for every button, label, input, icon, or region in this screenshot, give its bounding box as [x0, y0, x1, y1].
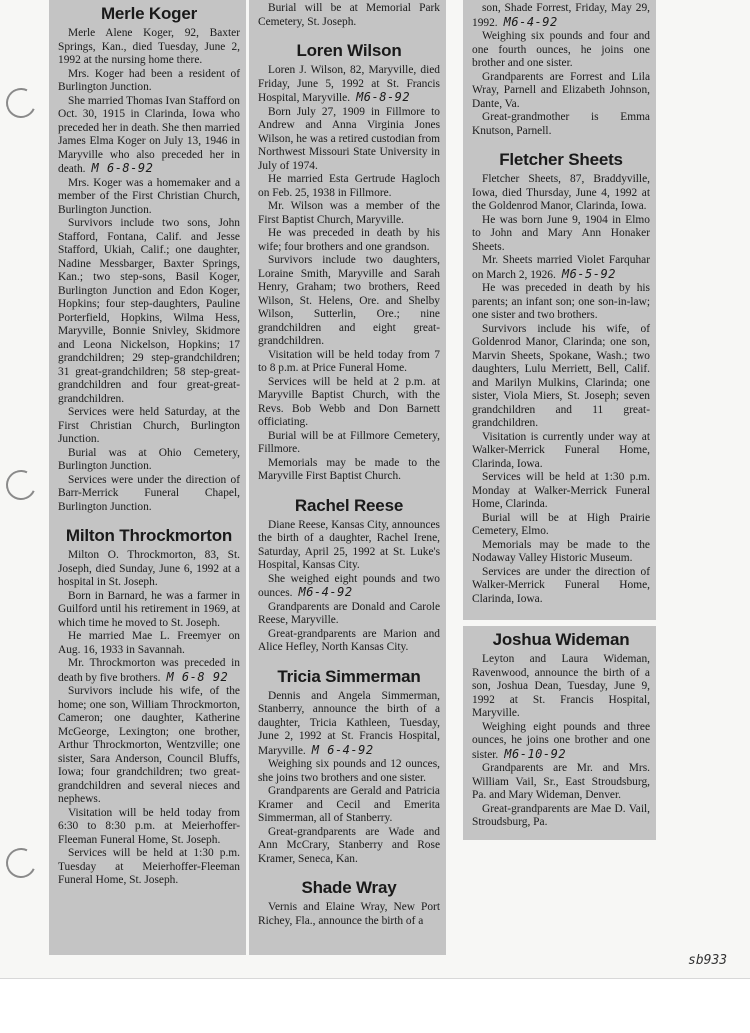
notice-paragraph-text: Merle Alene Koger, 92, Baxter Springs, Kan., died Tuesday, June 2, 1992 at the nursing home there. — [58, 27, 240, 66]
clipping-divider — [258, 655, 440, 665]
notice-paragraph — [472, 721, 650, 763]
notice-paragraph — [258, 690, 440, 759]
notice-heading: Tricia Simmerman — [277, 666, 421, 686]
notice-paragraph-text: Services will be held at 1:30 p.m. Tuesday at Meierhoffer-Fleeman Funeral Home, St. Joseph. — [58, 847, 240, 886]
notice-paragraph — [58, 447, 240, 474]
notice-paragraph — [472, 471, 650, 512]
notice-paragraph — [58, 847, 240, 888]
notice-paragraph — [58, 95, 240, 177]
notice-paragraph — [472, 762, 650, 803]
notice-paragraph-text: Memorials may be made to the Nodaway Valley Historic Museum. — [472, 538, 650, 564]
clipping-column-3 — [463, 0, 656, 620]
notice-paragraph — [258, 519, 440, 573]
notice-paragraph — [58, 549, 240, 590]
notice-paragraph — [472, 30, 650, 71]
notice-paragraph — [258, 200, 440, 227]
notice-paragraph-text: Milton O. Throckmorton, 83, St. Joseph, died Sunday, June 6, 1992 at a hospital in St. Joseph. — [58, 549, 240, 588]
notice-paragraph-text: Survivors include two daughters, Loraine Smith, Maryville and Sarah Henry, Graham; two brothers, Reed Wilson, St. Helens, Ore. and Shelby Wilson, Sutterlin, Ore.; nine grandchildren and eight great-grandchildren. — [258, 254, 440, 347]
notice-paragraph-text: Mr. Wilson was a member of the First Baptist Church, Maryville. — [258, 200, 440, 226]
notice-heading: Merle Koger — [100, 4, 198, 23]
punch-hole-icon — [2, 84, 40, 122]
notice-paragraph-text: He was preceded in death by his parents; an infant son; one son-in-law; one sister and two brothers. — [472, 282, 650, 321]
notice-paragraph-text: Great-grandparents are Wade and Ann McCrary, Stanberry and Rose Kramer, Seneca, Kan. — [258, 825, 440, 865]
notice-paragraph-text: Great-grandparents are Marion and Alice Hefley, North Kansas City. — [258, 627, 440, 653]
handwritten-date-note: M 6-8 92 — [166, 669, 229, 684]
notice-paragraph-text: Burial will be at Memorial Park Cemetery, St. Joseph. — [258, 2, 440, 28]
notice-heading: Fletcher Sheets — [499, 150, 623, 169]
notice-paragraph — [258, 785, 440, 826]
notice-paragraph-text: Services will be held at 2 p.m. at Maryville Baptist Church, with the Revs. Bob Webb and Don Barnett officiating. — [258, 375, 440, 428]
notice-paragraph — [258, 601, 440, 628]
notice-paragraph — [472, 2, 650, 30]
notice-paragraph — [58, 27, 240, 68]
notice-paragraph-text: Fletcher Sheets, 87, Braddyville, Iowa, died Thursday, June 4, 1992 at the Goldenrod Manor, Clarinda, Iowa. — [472, 173, 650, 212]
notice-paragraph — [58, 807, 240, 848]
notice-paragraph-text: Visitation will be held today from 6:30 to 8:30 p.m. at Meierhoffer-Fleeman Funeral Home, St. Joseph. — [58, 806, 240, 846]
notice-paragraph-text: She married Thomas Ivan Stafford on Oct. 30, 1915 in Clarinda, Iowa who preceded her in death. She then married James Elma Koger on July 13, 1946 in Maryville who also preceded her in death. — [58, 94, 240, 175]
clipping-divider — [472, 138, 650, 148]
notice-paragraph — [472, 214, 650, 255]
clipping-divider — [58, 514, 240, 524]
notice-paragraph — [258, 457, 440, 484]
notice-paragraph-text: Services were under the direction of Barr-Merrick Funeral Chapel, Burlington Junction. — [58, 473, 240, 513]
clipping-divider — [258, 866, 440, 876]
notice-paragraph — [472, 323, 650, 431]
notice-paragraph-text: Grandparents are Forrest and Lila Wray, Parnell and Elizabeth Johnson, Dante, Va. — [472, 70, 650, 110]
notice-paragraph — [258, 430, 440, 457]
handwritten-date-note: M6-10-92 — [504, 746, 567, 761]
clipping-divider — [258, 484, 440, 494]
notice-paragraph-text: Mr. Sheets married Violet Farquhar on March 2, 1926. — [472, 254, 650, 281]
notice-paragraph — [472, 173, 650, 214]
notice-paragraph-text: Burial was at Ohio Cemetery, Burlington Junction. — [58, 446, 240, 472]
notice-heading: Loren Wilson — [296, 41, 402, 60]
clipping-column-1 — [49, 0, 246, 955]
notice-paragraph — [472, 111, 650, 138]
notice-paragraph — [258, 376, 440, 430]
clipping-column-4 — [463, 626, 656, 840]
notice-paragraph-text: Dennis and Angela Simmerman, Stanberry, announce the birth of a daughter, Tricia Kathleen, Tuesday, June 2, 1992 at St. Francis Hospital, Maryville. — [258, 689, 440, 757]
notice-paragraph — [58, 590, 240, 631]
notice-paragraph — [472, 539, 650, 566]
notice-paragraph-text: Services will be held at 1:30 p.m. Monday at Walker-Merrick Funeral Home, Clarinda. — [472, 471, 650, 510]
handwritten-date-note: M 6-8-92 — [91, 161, 154, 175]
notice-paragraph — [472, 803, 650, 830]
notice-paragraph-text: Born in Barnard, he was a farmer in Guilford until his retirement in 1969, at which time he moved to St. Joseph. — [58, 589, 240, 629]
notice-paragraph — [472, 254, 650, 282]
handwritten-date-note: M6-8-92 — [356, 90, 411, 104]
notice-paragraph — [58, 68, 240, 95]
notice-paragraph-text: Survivors include his wife, of the home; one son, William Throckmorton, Cameron; one daughter, Katherine McGeorge, Lexington; one brother, Arthur Throckmorton, Wentzville; one sister, Sara Anderson, Council Bluffs, Iowa; four grandchildren; two great-grandchildren and several nieces and nephews. — [58, 685, 240, 805]
notice-paragraph-text: Loren J. Wilson, 82, Maryville, died Friday, June 5, 1992 at St. Francis Hospital, Maryville. — [258, 64, 440, 104]
handwritten-date-note: M6-4-92 — [298, 585, 353, 599]
notice-paragraph — [58, 177, 240, 218]
notice-paragraph-text: He married Esta Gertrude Hagloch on Feb. 25, 1938 in Fillmore. — [258, 173, 440, 199]
notice-paragraph-text: Grandparents are Donald and Carole Reese, Maryville. — [258, 600, 440, 626]
notice-paragraph-text: Mrs. Koger was a homemaker and a member of the First Christian Church, Burlington Junction. — [58, 176, 240, 216]
notice-paragraph — [258, 106, 440, 174]
notice-paragraph-text: Memorials may be made to the Maryville First Baptist Church. — [258, 456, 440, 482]
notice-paragraph — [258, 573, 440, 601]
notice-paragraph-text: She weighed eight pounds and two ounces. — [258, 572, 440, 599]
notice-paragraph — [258, 227, 440, 254]
clipping-column-2 — [249, 0, 446, 955]
notice-paragraph-text: Great-grandmother is Emma Knutson, Parnell. — [472, 111, 650, 137]
notice-paragraph — [58, 217, 240, 406]
clipping-divider — [258, 29, 440, 39]
notice-paragraph — [58, 630, 240, 657]
notice-paragraph — [472, 282, 650, 323]
notice-paragraph-text: Great-grandparents are Mae D. Vail, Stroudsburg, Pa. — [472, 802, 650, 828]
notice-paragraph-text: Diane Reese, Kansas City, announces the birth of a daughter, Rachel Irene, Saturday, April 25, 1992 at St. Luke's Hospital, Kansas City. — [258, 518, 440, 571]
handwritten-date-note: M 6-4-92 — [311, 742, 374, 757]
notice-paragraph-text: Survivors include two sons, John Stafford, Fontana, Calif. and Jesse Stafford, Ukiah, Calif.; one daughter, Nadine Messbarger, Baxter Springs, Kan.; two step-sons, Basil Koger, Burlington Junction and Edon Koger, Hopkins; four step-daughters, Pauline Porterfield, Hopkins, Wilma Hess, Maryville, Bonnie Snivley, Skidmore and Leona Nickelson, Hopkins; 17 grandchildren; 29 step-grandchildren; 31 great-grandchildren; 58 step-great-grandchildren and four great-great-grandchildren. — [58, 217, 240, 405]
notice-heading: Shade Wray — [301, 878, 397, 897]
notice-paragraph — [258, 349, 440, 376]
notice-paragraph-text: Burial will be at High Prairie Cemetery, Elmo. — [472, 511, 650, 537]
notice-paragraph-text: Survivors include his wife, of Goldenrod Manor, Clarinda; one son, Marvin Sheets, Spokane, Wash.; two daughters, Lulu Merriett, Bell, Calif. and Marilyn Mulkins, Clarinda; one sister, Viola Miers, St. Joseph; seven grandchildren and 11 great-grandchildren. — [472, 322, 650, 429]
handwritten-date-note: M6-5-92 — [561, 266, 616, 281]
notice-paragraph — [258, 826, 440, 867]
notice-paragraph — [258, 64, 440, 106]
notice-paragraph-text: Weighing six pounds and four and one fourth ounces, he joins one brother and one sister. — [472, 30, 650, 69]
page-bottom-margin — [0, 978, 750, 1033]
notice-heading: Joshua Wideman — [492, 630, 630, 649]
notice-paragraph — [472, 71, 650, 112]
notice-paragraph-text: Weighing eight pounds and three ounces, he joins one brother and one sister. — [472, 720, 650, 761]
notice-paragraph-text: Mr. Throckmorton was preceded in death by five brothers. — [58, 657, 240, 684]
notice-paragraph-text: son, Shade Forrest, Friday, May 29, 1992. — [472, 2, 650, 29]
notice-paragraph — [258, 901, 440, 928]
handwritten-date-note: M6-4-92 — [503, 14, 558, 29]
notice-paragraph — [258, 2, 440, 29]
notice-paragraph — [58, 474, 240, 515]
notice-paragraph — [258, 628, 440, 655]
notice-heading: Milton Throckmorton — [65, 526, 233, 545]
notice-paragraph-text: Burial will be at Fillmore Cemetery, Fillmore. — [258, 429, 440, 455]
notice-paragraph-text: He was born June 9, 1904 in Elmo to John and Mary Ann Honaker Sheets. — [472, 213, 650, 253]
page-number: sb933 — [688, 953, 728, 968]
punch-hole-icon — [2, 466, 40, 504]
notice-paragraph-text: Grandparents are Gerald and Patricia Kramer and Cecil and Emerita Simmerman, all of Stanberry. — [258, 785, 440, 824]
notice-paragraph — [258, 758, 440, 785]
notice-paragraph-text: Leyton and Laura Wideman, Ravenwood, announce the birth of a son, Joshua Dean, Tuesday, June 9, 1992 at St. Francis Hospital, Maryville. — [472, 653, 650, 719]
notice-paragraph — [58, 685, 240, 807]
notice-heading: Rachel Reese — [294, 495, 404, 515]
notice-paragraph-text: Mrs. Koger had been a resident of Burlington Junction. — [58, 67, 240, 93]
notice-paragraph — [58, 657, 240, 685]
notice-paragraph-text: He was preceded in death by his wife; four brothers and one grandson. — [258, 227, 440, 253]
notice-paragraph — [472, 431, 650, 472]
punch-hole-icon — [2, 844, 40, 882]
notice-paragraph-text: Services are under the direction of Walker-Merrick Funeral Home, Clarinda, Iowa. — [472, 565, 650, 605]
notice-paragraph — [258, 173, 440, 200]
notice-paragraph — [472, 653, 650, 721]
notice-paragraph-text: Born July 27, 1909 in Fillmore to Andrew and Anna Virginia Jones Wilson, he was a retired custodian from Northwest Missouri State University in July of 1974. — [258, 105, 440, 172]
notice-paragraph-text: Vernis and Elaine Wray, New Port Richey, Fla., announce the birth of a — [258, 901, 440, 927]
notice-paragraph-text: Visitation will be held today from 7 to 8 p.m. at Price Funeral Home. — [258, 348, 440, 374]
notice-paragraph-text: Grandparents are Mr. and Mrs. William Vail, Sr., East Stroudsburg, Pa. and Mary Wideman, Denver. — [472, 762, 650, 801]
notice-paragraph — [58, 406, 240, 447]
notice-paragraph-text: He married Mae L. Freemyer on Aug. 16, 1933 in Savannah. — [58, 630, 240, 656]
notice-paragraph-text: Visitation is currently under way at Walker-Merrick Funeral Home, Clarinda, Iowa. — [472, 430, 650, 470]
notice-paragraph — [472, 512, 650, 539]
notice-paragraph-text: Services were held Saturday, at the First Christian Church, Burlington Junction. — [58, 406, 240, 445]
notice-paragraph — [472, 566, 650, 607]
notice-paragraph-text: Weighing six pounds and 12 ounces, she joins two brothers and one sister. — [258, 758, 440, 784]
notice-paragraph — [258, 254, 440, 349]
